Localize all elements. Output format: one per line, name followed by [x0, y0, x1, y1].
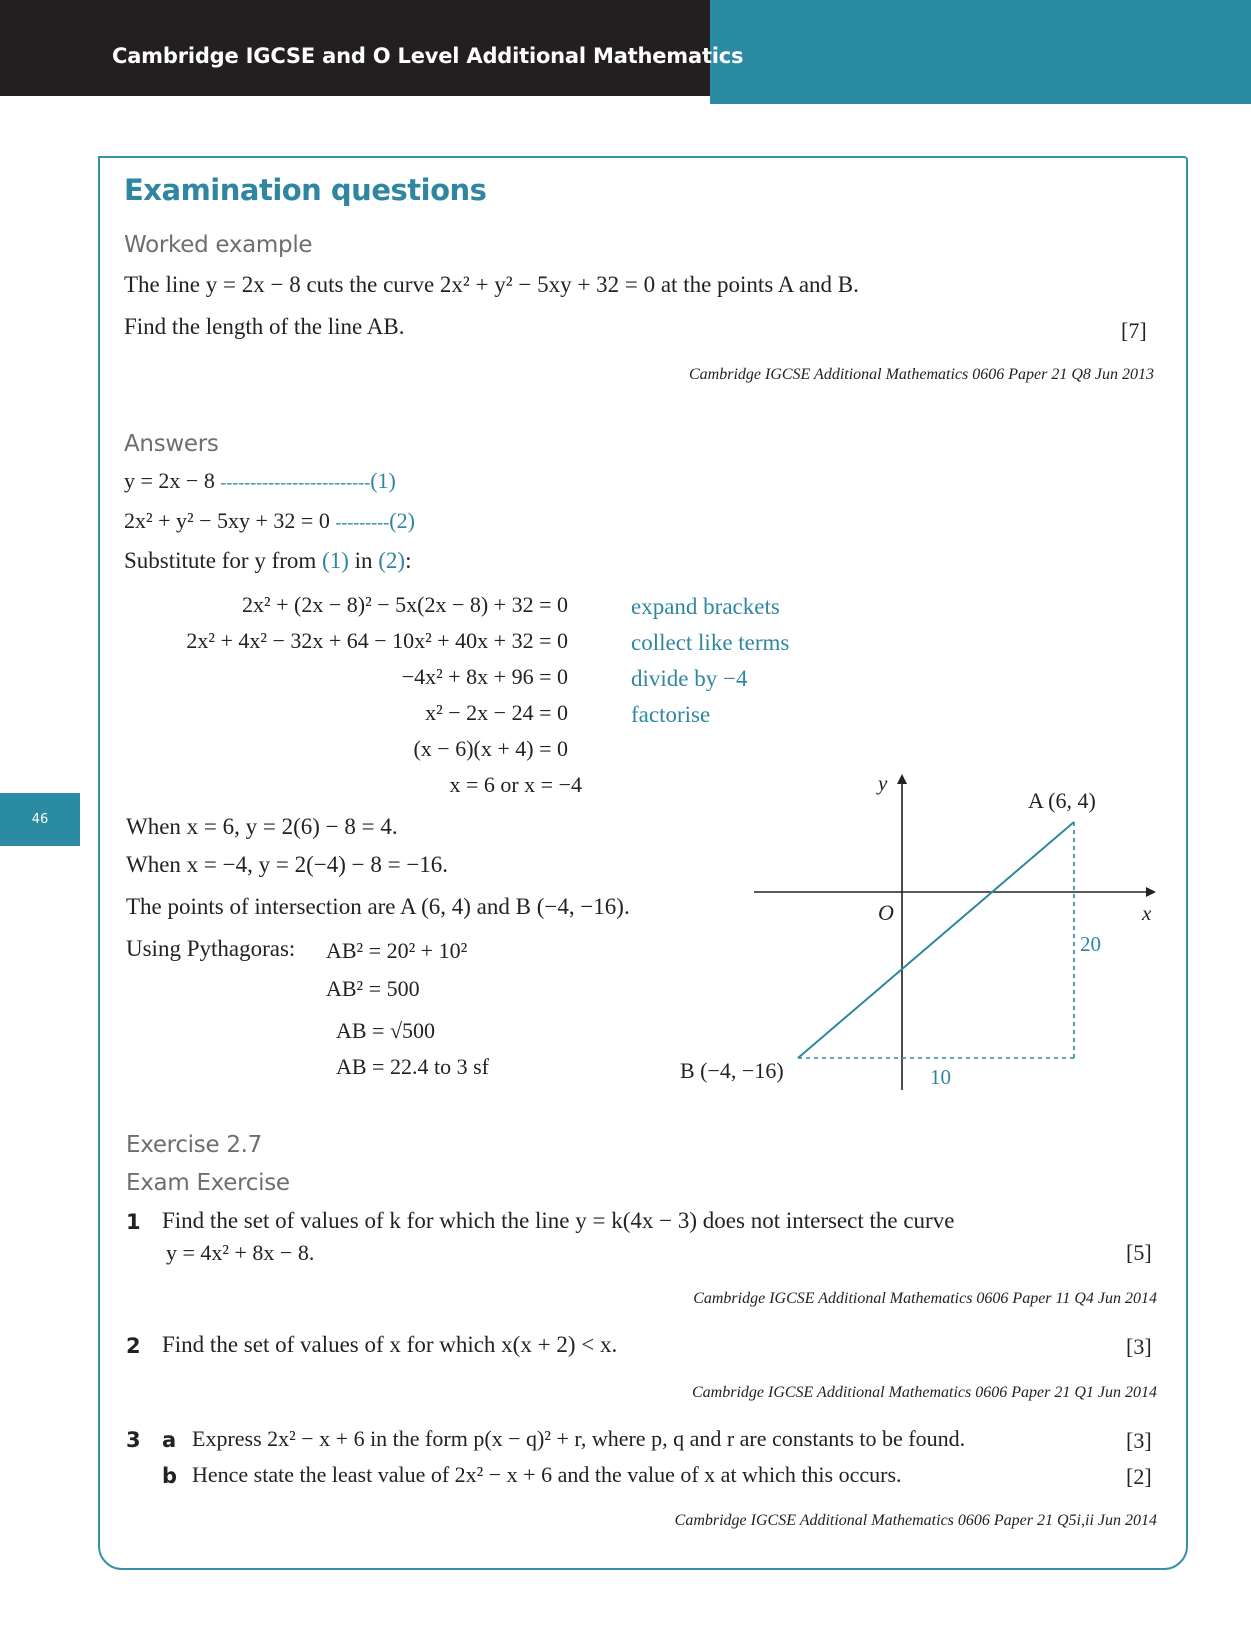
note-divide: divide by −4 — [631, 666, 748, 691]
y-axis-arrow-icon — [897, 774, 907, 784]
point-a-label: A (6, 4) — [1028, 788, 1096, 813]
substitute-line — [124, 548, 411, 574]
working-step-5: (x − 6)(x + 4) = 0 — [413, 736, 568, 761]
x-axis-arrow-icon — [1146, 887, 1156, 897]
question-2-number: 2 — [126, 1334, 141, 1358]
line-ab — [798, 822, 1074, 1058]
working-step-1: 2x² + (2x − 8)² − 5x(2x − 8) + 32 = 0 — [242, 592, 568, 617]
substitute-pre: Substitute for y from — [124, 548, 317, 573]
question-3a-marks: [3] — [1126, 1428, 1152, 1453]
pythagoras-label: Using Pythagoras: — [126, 936, 296, 961]
pythagoras-step-3: AB = √500 — [336, 1018, 436, 1043]
worked-example-heading: Worked example — [124, 232, 313, 258]
eq1-ref: (1) — [370, 468, 396, 493]
answers-heading: Answers — [124, 431, 219, 457]
page-number: 46 — [0, 793, 80, 846]
working-step-3: −4x² + 8x + 96 = 0 — [401, 664, 568, 689]
x-axis-label: x — [1142, 901, 1152, 925]
question-3a-letter: a — [162, 1428, 177, 1452]
answer-eq1 — [124, 468, 396, 494]
exam-exercise-heading: Exam Exercise — [126, 1170, 290, 1196]
question-3b-marks: [2] — [1126, 1464, 1152, 1489]
question-1-text: Find the set of values of k for which the line y = k(4x − 3) does not intersect the curve — [162, 1208, 955, 1233]
line-diagram — [670, 760, 1170, 1100]
answer-eq2 — [124, 508, 415, 534]
note-factorise: factorise — [631, 702, 711, 727]
question-2-marks: [3] — [1126, 1334, 1152, 1359]
when-x-6: When x = 6, y = 2(6) − 8 = 4. — [126, 814, 398, 839]
origin-label: O — [878, 900, 894, 925]
question-2-source: Cambridge IGCSE Additional Mathematics 0606 Paper 21 Q1 Jun 2014 — [692, 1384, 1157, 1401]
worked-example-question-2: Find the length of the line AB. — [124, 314, 405, 339]
eq1-text: y = 2x − 8 — [124, 468, 215, 493]
pythagoras-step-1: AB² = 20² + 10² — [326, 938, 468, 963]
substitute-post: : — [405, 548, 412, 573]
pythagoras-step-2: AB² = 500 — [326, 976, 420, 1001]
pythagoras-step-4: AB = 22.4 to 3 sf — [336, 1054, 489, 1079]
question-3-source: Cambridge IGCSE Additional Mathematics 0606 Paper 21 Q5i,ii Jun 2014 — [674, 1512, 1157, 1529]
intersection-points: The points of intersection are A (6, 4) and B (−4, −16). — [126, 894, 630, 919]
working-step-6: x = 6 or x = −4 — [449, 772, 582, 797]
note-expand: expand brackets — [631, 594, 780, 619]
question-3b-text: Hence state the least value of 2x² − x + 6 and the value of x at which this occurs. — [192, 1462, 902, 1487]
eq2-ref: (2) — [389, 508, 415, 533]
substitute-ref1: (1) — [322, 548, 349, 573]
header-accent — [710, 0, 1251, 104]
worked-example-question: The line y = 2x − 8 cuts the curve 2x² + y² − 5xy + 32 = 0 at the points A and B. — [124, 272, 859, 297]
note-collect: collect like terms — [631, 630, 790, 655]
eq2-dots: --------- — [335, 512, 390, 532]
question-1-source: Cambridge IGCSE Additional Mathematics 0606 Paper 11 Q4 Jun 2014 — [693, 1290, 1157, 1307]
question-3b-letter: b — [162, 1464, 178, 1488]
exercise-heading: Exercise 2.7 — [126, 1132, 262, 1158]
working-step-2: 2x² + 4x² − 32x + 64 − 10x² + 40x + 32 = 0 — [186, 628, 568, 653]
question-1-marks: [5] — [1126, 1240, 1152, 1265]
question-2-text: Find the set of values of x for which x(x + 2) < x. — [162, 1332, 618, 1357]
when-x-minus-4: When x = −4, y = 2(−4) − 8 = −16. — [126, 852, 449, 877]
book-title: Cambridge IGCSE and O Level Additional Mathematics — [112, 44, 744, 68]
question-3a-text: Express 2x² − x + 6 in the form p(x − q)² + r, where p, q and r are constants to be found. — [192, 1426, 966, 1451]
worked-example-source: Cambridge IGCSE Additional Mathematics 0606 Paper 21 Q8 Jun 2013 — [689, 366, 1154, 383]
substitute-ref2: (2) — [378, 548, 406, 573]
working-step-4: x² − 2x − 24 = 0 — [425, 700, 568, 725]
substitute-mid: in — [354, 548, 373, 573]
y-axis-label: y — [878, 771, 888, 795]
point-b-label: B (−4, −16) — [680, 1058, 784, 1083]
question-1-number: 1 — [126, 1210, 141, 1234]
vertical-length-label: 20 — [1080, 932, 1101, 956]
horizontal-length-label: 10 — [930, 1065, 951, 1089]
eq1-dots: ------------------------- — [220, 472, 371, 492]
question-3-number: 3 — [126, 1428, 141, 1452]
eq2-text: 2x² + y² − 5xy + 32 = 0 — [124, 508, 330, 533]
worked-example-marks: [7] — [1121, 318, 1147, 343]
question-1-curve: y = 4x² + 8x − 8. — [166, 1240, 315, 1265]
section-title: Examination questions — [124, 173, 487, 207]
